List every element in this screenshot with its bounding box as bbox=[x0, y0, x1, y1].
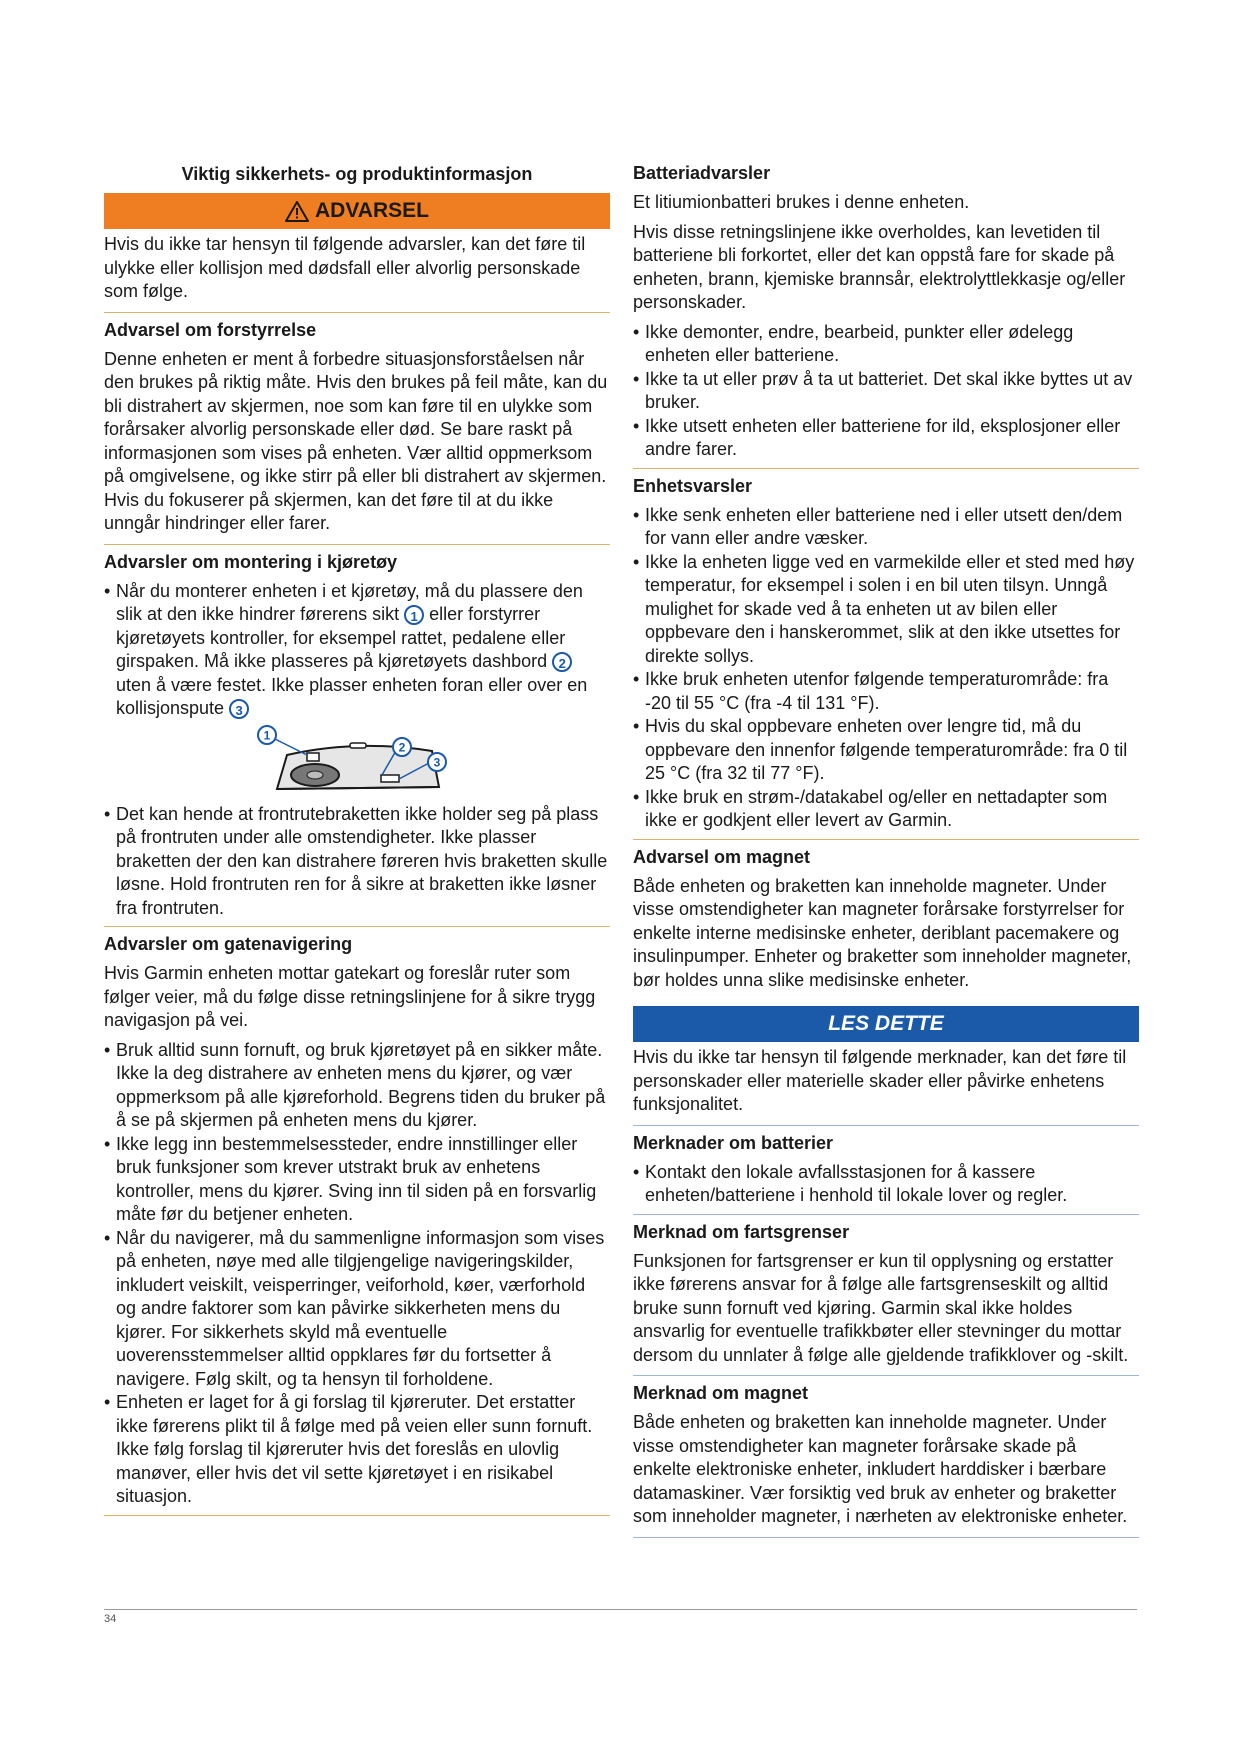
speed-limits-heading: Merknad om fartsgrenser bbox=[633, 1221, 850, 1242]
warning-intro: Hvis du ikke tar hensyn til følgende advarsler, kan det føre til ulykke eller kollisjon med dødsfall eller alvorlig personskade som følge. bbox=[104, 234, 586, 301]
warning-intro-section bbox=[104, 233, 610, 313]
battery-notes-heading: Merknader om batterier bbox=[633, 1132, 834, 1153]
mounting-heading: Advarsler om montering i kjøretøy bbox=[104, 551, 398, 572]
list-item: • Kontakt den lokale avfallsstasjonen for å kassere enheten/batteriene i henhold til lokale lover og regler. bbox=[633, 1161, 1139, 1208]
list-item: • Bruk alltid sunn fornuft, og bruk kjøretøyet på en sikker måte. Ikke la deg distrahere av enheten mens du kjører, og vær oppmerksom på alle kjøreforhold. Begrens tiden du bruker på å se på skjermen på enheten mens du kjører. bbox=[104, 1039, 610, 1133]
device-section bbox=[633, 475, 1139, 840]
battery-heading: Batteriadvarsler bbox=[633, 163, 771, 183]
figure-callout-3: 3 bbox=[433, 755, 441, 769]
navigation-intro: Hvis Garmin enheten mottar gatekart og foreslår ruter som følger veier, må du følge disse retningslinjene for å sikre trygg navigasjon på vei. bbox=[104, 963, 596, 1030]
distraction-heading: Advarsel om forstyrrelse bbox=[104, 319, 317, 340]
left-column bbox=[104, 162, 610, 1522]
warning-triangle-icon bbox=[285, 201, 309, 222]
mounting-section bbox=[104, 551, 610, 928]
figure-callout-1: 1 bbox=[263, 728, 271, 742]
device-heading: Enhetsvarsler bbox=[633, 475, 753, 496]
list-item: • Ikke la enheten ligge ved en varmekilde eller et sted med høy temperatur, for eksempel i solen i en bil uten tilsyn. Unngå mulighet for skade ved å ta enheten ut av bilen eller oppbevare den i hanskerommet, slik at den ikke utsettes for direkte sollys. bbox=[633, 551, 1139, 669]
list-item: • Ikke senk enheten eller batteriene ned i eller utsett den/dem for vann eller andre væsker. bbox=[633, 504, 1139, 551]
navigation-list bbox=[104, 1039, 610, 1509]
footer-divider bbox=[104, 1609, 1137, 1610]
list-item: • Ikke ta ut eller prøv å ta ut batteriet. Det skal ikke byttes ut av bruker. bbox=[633, 368, 1139, 415]
distraction-text: Denne enheten er ment å forbedre situasjonsforståelsen når den brukes på riktig måte. Hvis den brukes på feil måte, kan du bli distrahert av skjermen, noe som kan føre til en ulykke som forårsaker alvorlig personskade eller død. Se bare raskt på informasjonen som vises på enheten. Vær alltid oppmerksom på omgivelsene, og ikke stirr på eller bli distrahert av skjermen. Hvis du fokuserer på skjermen, kan det føre til at du ikke unngår hindringer eller farer. bbox=[104, 348, 608, 533]
page-number: 34 bbox=[104, 1613, 117, 1625]
car-dashboard-icon bbox=[257, 725, 457, 797]
right-column bbox=[633, 162, 1139, 1544]
list-item: • Ikke bruk enheten utenfor følgende temperaturområde: fra -20 til 55 °C (fra -4 til 131 °F). bbox=[633, 668, 1139, 715]
figure-callout-2: 2 bbox=[398, 740, 406, 754]
dashboard-illustration bbox=[104, 725, 610, 797]
magnet-warning-heading: Advarsel om magnet bbox=[633, 846, 811, 867]
battery-list bbox=[633, 321, 1139, 462]
mounting-bullet-1b: eller forstyrrer kjøretøyets kontroller, for eksempel rattet, pedalene eller girspaken. Må ikke plasseres på kjøretøyets dashbord bbox=[116, 604, 566, 671]
notice-intro-section bbox=[633, 1046, 1139, 1126]
list-item bbox=[104, 580, 610, 721]
mounting-list bbox=[104, 580, 610, 721]
callout-2-icon: 2 bbox=[552, 652, 572, 672]
navigation-heading: Advarsler om gatenavigering bbox=[104, 934, 353, 954]
battery-intro-2: Hvis disse retningslinjene ikke overholdes, kan levetiden til batteriene bli forkortet, eller det kan oppstå fare for skade på enheten, brann, kjemiske brannsår, elektrolyttlekkasje og/eller personskader. bbox=[633, 221, 1126, 312]
page-title: Viktig sikkerhets- og produktinformasjon bbox=[181, 164, 533, 184]
mounting-bullet-1c: uten å være festet. Ikke plasser enheten foran eller over en kollisjonspute bbox=[116, 674, 588, 718]
magnet-note-heading: Merknad om magnet bbox=[633, 1383, 809, 1403]
list-item: • Det kan hende at frontrutebraketten ikke holder seg på plass på frontruten under alle omstendigheter. Ikke plasser braketten der den kan distrahere føreren hvis braketten skulle løsne. Hold frontruten ren for å sikre at braketten ikke løsner fra frontruten. bbox=[104, 803, 610, 921]
list-item: • Ikke legg inn bestemmelsessteder, endre innstillinger eller bruk funksjoner som krever utstrakt bruk av enhetens kontroller, mens du kjører. Sving inn til siden på en forsvarlig måte før du betjener enheten. bbox=[104, 1133, 610, 1227]
speed-limits-section bbox=[633, 1221, 1139, 1377]
mounting-bullet-1a: Når du monterer enheten i et kjøretøy, må du plassere den slik at den ikke hindrer førerens sikt bbox=[116, 580, 583, 624]
distraction-section bbox=[104, 319, 610, 545]
magnet-note-section bbox=[633, 1382, 1139, 1538]
navigation-section bbox=[104, 933, 610, 1516]
callout-1-icon: 1 bbox=[404, 605, 424, 625]
magnet-warning-text: Både enheten og braketten kan inneholde magneter. Under visse omstendigheter kan magneter forårsake forstyrrelser for enkelte interne medisinske enheter, deriblant pacemakere og insulinpumper. Enheter og braketter som inneholder magneter, bør holdes unna slike medisinske enheter. bbox=[633, 875, 1132, 990]
list-item: • Ikke demonter, endre, bearbeid, punkter eller ødelegg enheten eller batteriene. bbox=[633, 321, 1139, 368]
list-item: • Enheten er laget for å gi forslag til kjøreruter. Det erstatter ikke førerens plikt til å følge med på veien eller sunn fornuft. Ikke følg forslag til kjøreruter hvis det foreslås en ulovlig manøver, eller hvis det vil sette kjøretøyet i en risikabel situasjon. bbox=[104, 1391, 610, 1509]
battery-section bbox=[633, 162, 1139, 469]
speed-limits-text: Funksjonen for fartsgrenser er kun til opplysning og erstatter ikke førerens ansvar for å følge alle fartsgrenseskilt og alltid bruke sunn fornuft ved kjøring. Garmin skal ikke holdes ansvarlig for eventuelle trafikkbøter eller stevninger du mottar dersom du unnlater å følge alle gjeldende trafikklover og -skilt. bbox=[633, 1250, 1129, 1365]
list-item: • Ikke utsett enheten eller batteriene for ild, eksplosjoner eller andre farer. bbox=[633, 415, 1139, 462]
list-item: • Hvis du skal oppbevare enheten over lengre tid, må du oppbevare den innenfor følgende temperaturområde: fra 0 til 25 °C (fra 32 til 77 °F). bbox=[633, 715, 1139, 786]
notice-intro: Hvis du ikke tar hensyn til følgende merknader, kan det føre til personskader eller materielle skader eller påvirke enhetens funksjonalitet. bbox=[633, 1047, 1127, 1114]
warning-banner bbox=[104, 193, 610, 229]
mounting-list-2 bbox=[104, 803, 610, 921]
battery-notes-list bbox=[633, 1161, 1139, 1208]
battery-intro-1: Et litiumionbatteri brukes i denne enheten. bbox=[633, 192, 970, 212]
list-item: • Ikke bruk en strøm-/datakabel og/eller en nettadapter som ikke er godkjent eller levert av Garmin. bbox=[633, 786, 1139, 833]
notice-banner bbox=[633, 1006, 1139, 1042]
magnet-warning-section bbox=[633, 846, 1139, 993]
magnet-note-text: Både enheten og braketten kan inneholde magneter. Under visse omstendigheter kan magneter forårsake skade på enkelte elektroniske enheter, inkludert harddisker i bærbare datamaskiner. Vær forsiktig ved bruk av enheter og braketter som inneholder magneter, i nærheten av elektroniske enheter. bbox=[633, 1412, 1128, 1526]
notice-banner-label: LES DETTE bbox=[828, 1012, 944, 1035]
callout-3-icon: 3 bbox=[229, 699, 249, 719]
battery-notes-section bbox=[633, 1132, 1139, 1215]
device-list bbox=[633, 504, 1139, 833]
warning-banner-label: ADVARSEL bbox=[315, 199, 429, 222]
list-item: • Når du navigerer, må du sammenligne informasjon som vises på enheten, nøye med alle tilgjengelige navigeringskilder, inkludert veiskilt, veisperringer, veiforhold, køer, værforhold og andre faktorer som kan påvirke sikkerheten mens du kjører. For sikkerhets skyld må eventuelle uoverensstemmelser alltid oppklares før du fortsetter å navigere. Følg skilt, og ta hensyn til forholdene. bbox=[104, 1227, 610, 1392]
